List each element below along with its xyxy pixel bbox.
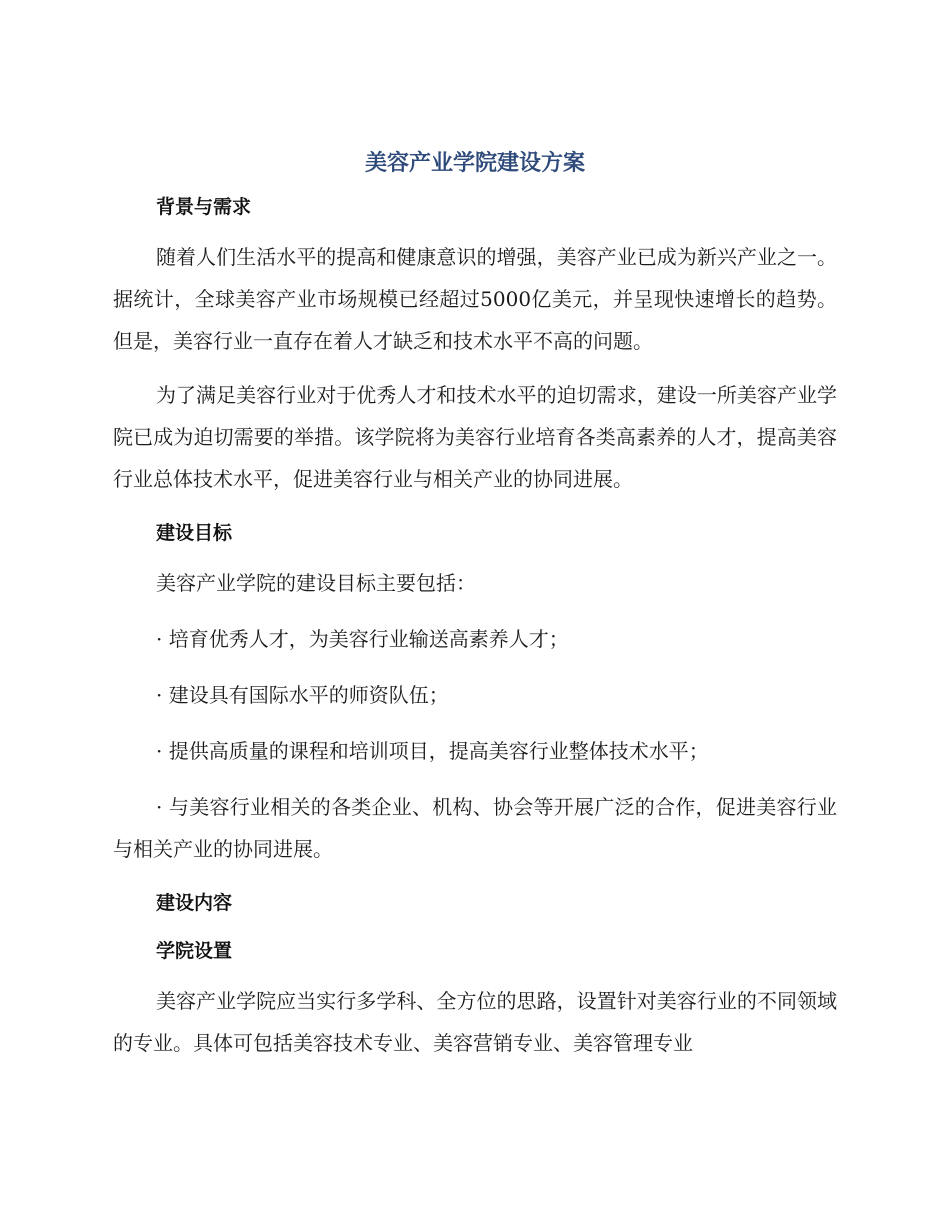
background-paragraph-1: 随着人们生活水平的提高和健康意识的增强，美容产业已成为新兴产业之一。据统计，全球美容产业市场规模已经超过5000亿美元，并呈现快速增长的趋势。但是，美容行业一直存在着人才缺乏和技术水平不高的问题。: [113, 245, 837, 353]
goals-item-4: · 与美容行业相关的各类企业、机构、协会等开展广泛的合作，促进美容行业与相关产业的协同进展。: [113, 795, 837, 861]
background-paragraph-2: 为了满足美容行业对于优秀人才和技术水平的迫切需求，建设一所美容产业学院已成为迫切需要的举措。该学院将为美容行业培育各类高素养的人才，提高美容行业总体技术水平，促进美容行业与相关产业的协同进展。: [113, 383, 837, 491]
goals-item-1: · 培育优秀人才，为美容行业输送高素养人才；: [156, 627, 569, 651]
sub-heading-college-setup: 学院设置: [156, 940, 233, 962]
goals-item-2: · 建设具有国际水平的师资队伍；: [156, 683, 449, 707]
goals-item-3: · 提供高质量的课程和培训项目，提高美容行业整体技术水平；: [156, 739, 709, 763]
goals-intro: 美容产业学院的建设目标主要包括：: [156, 571, 476, 595]
content-paragraph-1: 美容产业学院应当实行多学科、全方位的思路，设置针对美容行业的不同领域的专业。具体可包括美容技术专业、美容营销专业、美容管理专业: [113, 989, 837, 1055]
section-heading-background: 背景与需求: [156, 196, 252, 218]
document-title: 美容产业学院建设方案: [364, 151, 585, 176]
section-heading-goals: 建设目标: [156, 522, 233, 544]
section-heading-content: 建设内容: [156, 892, 233, 914]
document-page: [113, 146, 837, 1064]
